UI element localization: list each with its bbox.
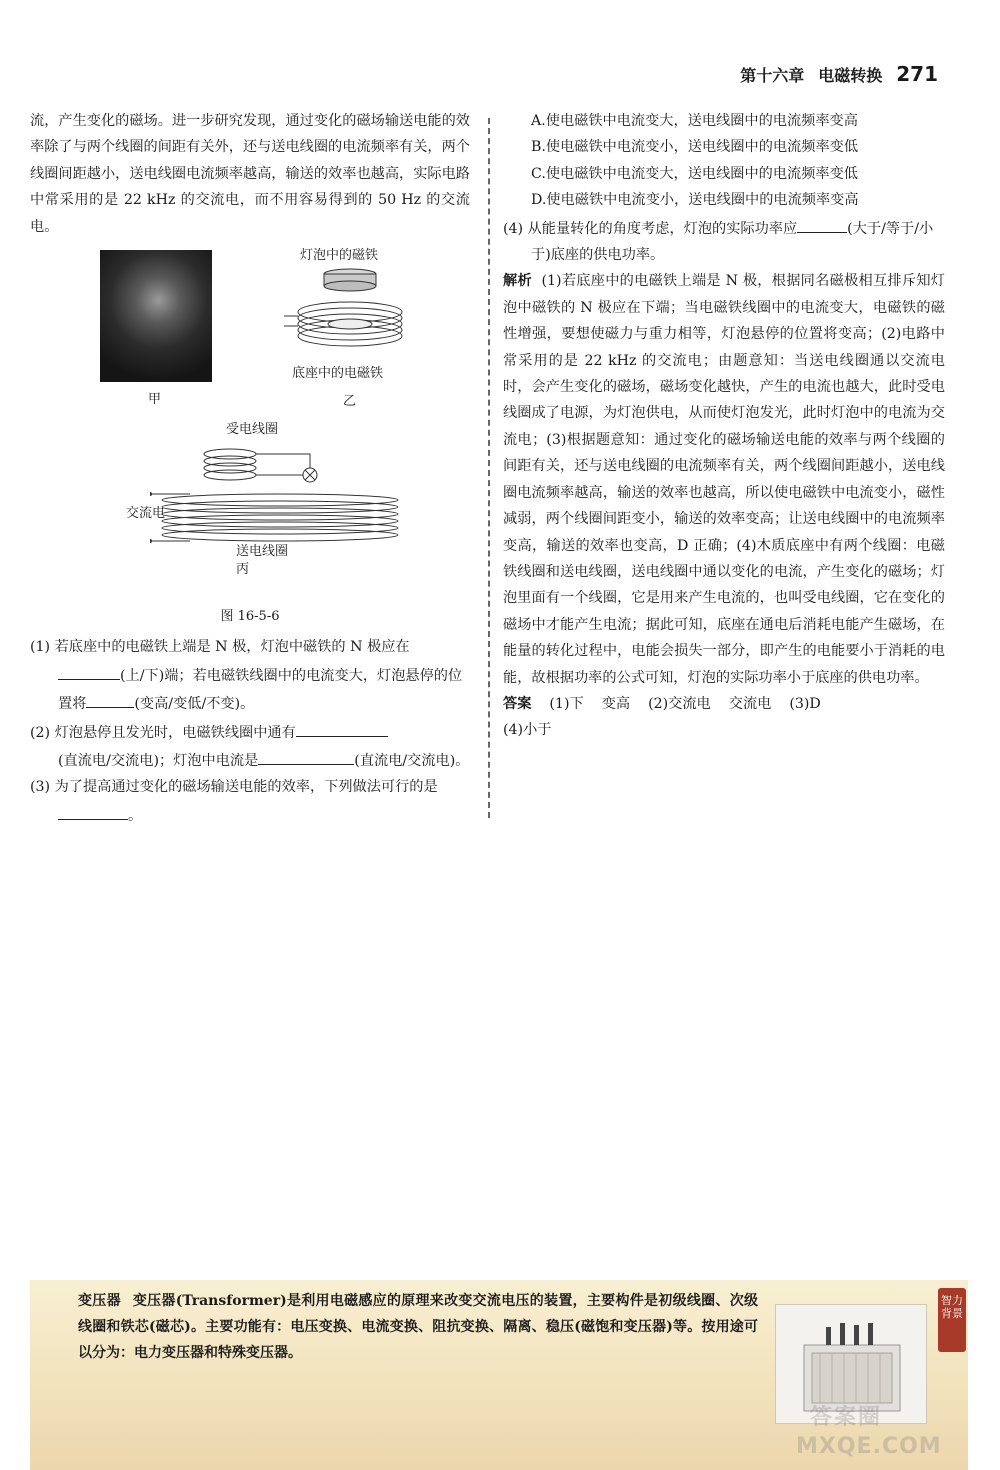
answer-blank-2[interactable] [86,689,134,708]
topic-title: 电磁转换 [818,66,883,85]
option-a: A.使电磁铁中电流变大，送电线圈中的电流频率变高 [531,113,858,129]
analysis-text: (1)若底座中的电磁铁上端是 N 极，根据同名磁极相互排斥知灯泡中磁铁的 N 极应在下端；当电磁铁线圈中的电流变大，电磁铁的磁性增强，要想使磁力与重力相等，灯泡悬停的位置将变高；(2)电路中常采用的是 22 kHz 的交流电；由题意知：当送电线圈通以交流电时，会产生变化的磁场，磁场变化越快，产生的电流也越大，此时受电线圈成了电源，为灯泡供电，从而使灯泡发光，此时灯泡中的电流为交流电；(3)根据题意知：通过变化的磁场输送电能的效率与两个线圈的间距有关，还与送电线圈的电流频率有关，两个线圈间距越小，送电线圈电流频率越高，输送的效率也越高，所以使电磁铁中电流变小，磁性减弱，两个线圈间距变小，输送的效率变高；让送电线圈中的电流频率变高，输送的效率也变高，D 正确；(4)木质底座中有两个线圈：电磁铁线圈和送电线圈，送电线圈中通以变化的电流，产生变化的磁场；灯泡里面有一个线圈，它是用来产生电流的，也叫受电线圈，它在变化的磁场中才能产生电流；据此可知，底座在通电后消耗电能产生磁场，在能量的转化过程中，电能会损失一部分，即产生的电能要小于消耗的电能，故根据功率的公式可知，灯泡的实际功率小于底座的供电功率。 [503,273,945,686]
magnet-and-coil-diagram [280,266,420,366]
column-divider [488,118,490,818]
page-number: 271 [896,62,938,86]
knowledge-body: 变压器(Transformer)是利用电磁感应的原理来改变交流电压的装置，主要构件是初级线圈、次级线圈和铁芯(磁芯)。主要功能有：电压变换、电流变换、阻抗变换、隔离、稳压(磁饱和变压器)等。按用途可以分为：电力变压器和特殊变压器。 [78,1293,758,1361]
answer-last: (4)小于 [503,722,552,739]
left-column [30,108,470,829]
base-magnet-label: 底座中的电磁铁 [292,366,384,382]
chapter-title: 第十六章 [740,66,805,85]
receive-coil-label: 受电线圈 [226,422,279,438]
answer-3: (2)交流电 [648,695,711,712]
answer-1: (1)下 [549,695,584,712]
knowledge-text [78,1288,758,1366]
answer-blank-6[interactable] [797,214,847,233]
answer-4: 交流电 [728,695,772,712]
magnet-label: 灯泡中的磁铁 [300,248,379,264]
knowledge-term: 变压器 [78,1293,121,1309]
option-d: D.使电磁铁中电流变小，送电线圈中的电流频率变高 [531,192,859,209]
figure-label-yi: 乙 [343,394,357,410]
watermark-line2: MXQE.COM [796,1434,942,1459]
figure-label-jia: 甲 [148,392,162,408]
watermark [790,1400,990,1470]
send-coil-label: 送电线圈 [236,544,289,560]
figure-16-5-6 [30,244,470,604]
answer-2: 变高 [601,695,631,712]
answer-label: 答案 [503,695,532,712]
answer-line [503,691,945,717]
answer-5: (3)D [789,695,821,712]
coil-circuit-diagram [150,434,400,549]
levitating-bulb-photo [100,250,212,382]
figure-caption: 图 16-5-6 [220,609,280,625]
page-header [740,62,938,86]
intro-paragraph: 流，产生变化的磁场。进一步研究发现，通过变化的磁场输送电能的效率除了与两个线圈的间距有关外，还与送电线圈的电流频率有关，两个线圈间距越小，送电线圈电流频率越高，输送的效率也越高，实际电路中常采用的是 22 kHz 的交流电，而不用容易得到的 50 Hz 的交流电。 [30,113,470,235]
answer-blank-5[interactable] [58,801,128,820]
figure-label-bing: 丙 [236,562,250,578]
analysis-label: 解析 [503,273,532,290]
ac-label: 交流电 [126,506,166,522]
watermark-line1: 答案圈 [810,1405,883,1430]
question-1: (1) 若底座中的电磁铁上端是 N 极，灯泡中磁铁的 N 极应在 (上/下)端；若电磁铁线圈中的电流变大，灯泡悬停的位置将 (变高/变低/不变)。 [30,639,463,713]
question-3: (3) 为了提高通过变化的磁场输送电能的效率，下列做法可行的是。 [30,779,438,824]
analysis-paragraph [503,268,945,691]
answer-blank-4[interactable] [258,746,354,765]
question-4: (4) 从能量转化的角度考虑，灯泡的实际功率应 (大于/等于/小于)底座的供电功率。 [503,214,945,269]
option-b: B.使电磁铁中电流变小，送电线圈中的电流频率变低 [531,139,859,156]
question-2: (2) 灯泡悬停且发光时，电磁铁线圈中通有 (直流电/交流电)；灯泡中电流是 (直流电/交流电)。 [30,718,470,775]
option-c: C.使电磁铁中电流变大，送电线圈中的电流频率变低 [531,165,858,182]
answer-blank-3[interactable] [296,718,388,737]
knowledge-tab: 智力背景 [938,1288,966,1352]
answer-blank-1[interactable] [58,661,120,680]
right-column [503,108,945,744]
